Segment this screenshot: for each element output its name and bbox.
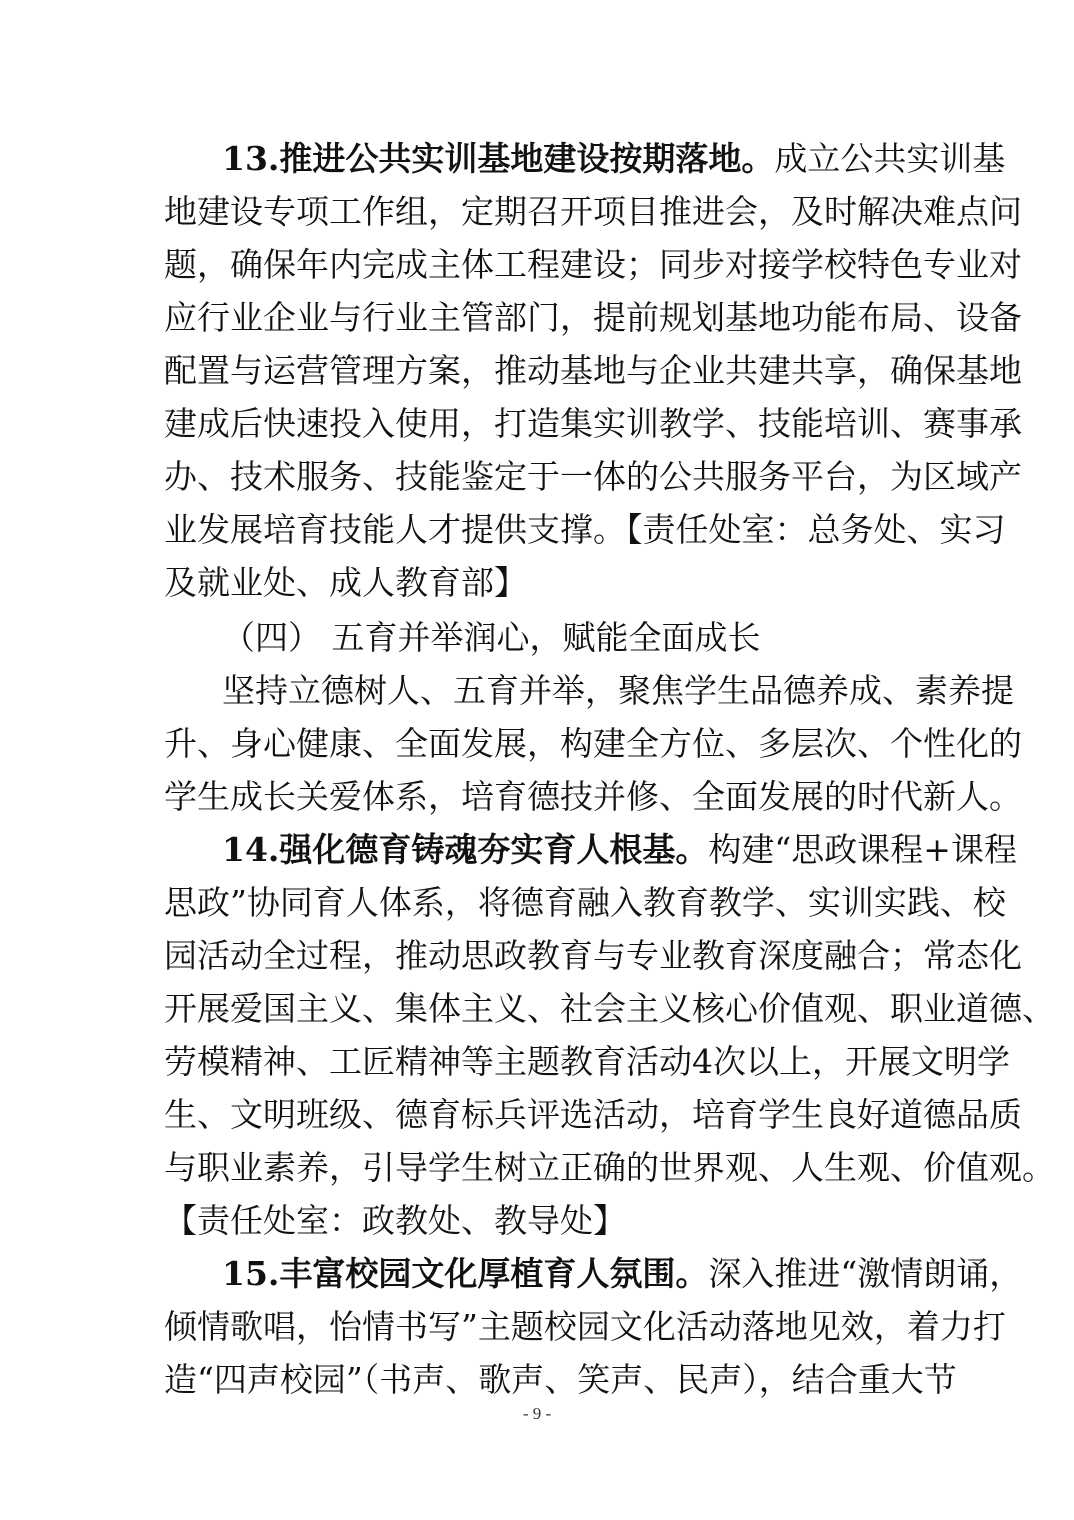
paragraph-15-heading: 15.丰富校园文化厚植育人氛围。 bbox=[222, 1254, 709, 1293]
paragraph-14-first-line-text: 构建“思政课程+课程 bbox=[708, 830, 1017, 869]
paragraph-14-line-3: 园活动全过程，推动思政教育与专业教育深度融合；常态化 bbox=[164, 936, 1022, 975]
paragraph-14-line-2: 思政”协同育人体系，将德育融入教育教学、实训实践、校 bbox=[164, 883, 1006, 922]
paragraph-13-line-3: 题，确保年内完成主体工程建设；同步对接学校特色专业对 bbox=[164, 245, 1022, 284]
section-4-line-2: 升、身心健康、全面发展，构建全方位、多层次、个性化的 bbox=[164, 724, 1022, 763]
paragraph-14-line-7: 与职业素养，引导学生树立正确的世界观、人生观、价值观。 bbox=[164, 1148, 1055, 1187]
paragraph-13-heading: 13.推进公共实训基地建设按期落地。 bbox=[222, 139, 775, 178]
paragraph-14-line-6: 生、文明班级、德育标兵评选活动，培育学生良好道德品质 bbox=[164, 1095, 1022, 1134]
paragraph-13-line-5: 配置与运营管理方案，推动基地与企业共建共享，确保基地 bbox=[164, 351, 1022, 390]
section-4-line-1: 坚持立德树人、五育并举，聚焦学生品德养成、素养提 bbox=[222, 671, 1014, 710]
paragraph-15-line-3: 造“四声校园”（书声、歌声、笑声、民声），结合重大节 bbox=[164, 1360, 957, 1399]
paragraph-15-line-2: 倾情歌唱，怡情书写”主题校园文化活动落地见效，着力打 bbox=[164, 1307, 1006, 1346]
paragraph-14-heading: 14.强化德育铸魂夯实育人根基。 bbox=[222, 830, 709, 869]
paragraph-15-first-line-text: 深入推进“激情朗诵， bbox=[708, 1254, 1023, 1293]
paragraph-13-line-9: 及就业处、成人教育部】 bbox=[164, 563, 527, 602]
section-4-heading: （四） 五育并举润心，赋能全面成长 bbox=[222, 618, 761, 657]
paragraph-13-line-6: 建成后快速投入使用，打造集实训教学、技能培训、赛事承 bbox=[164, 404, 1022, 443]
paragraph-13-line-4: 应行业企业与行业主管部门，提前规划基地功能布局、设备 bbox=[164, 298, 1022, 337]
paragraph-14-line-5: 劳模精神、工匠精神等主题教育活动4次以上，开展文明学 bbox=[164, 1042, 1010, 1081]
paragraph-14-line-8: 【责任处室：政教处、教导处】 bbox=[164, 1201, 626, 1240]
paragraph-15-line-1 bbox=[222, 1248, 1023, 1300]
paragraph-14-line-4: 开展爱国主义、集体主义、社会主义核心价值观、职业道德、 bbox=[164, 989, 1055, 1028]
section-4-line-3: 学生成长关爱体系，培育德技并修、全面发展的时代新人。 bbox=[164, 777, 1022, 816]
paragraph-13-line-2: 地建设专项工作组，定期召开项目推进会，及时解决难点问 bbox=[164, 192, 1022, 231]
paragraph-13-line-7: 办、技术服务、技能鉴定于一体的公共服务平台，为区域产 bbox=[164, 457, 1022, 496]
paragraph-13-first-line-text: 成立公共实训基 bbox=[774, 139, 1006, 178]
paragraph-13-line-8: 业发展培育技能人才提供支撑。【责任处室：总务处、实习 bbox=[164, 510, 1006, 549]
page-number: - 9 - bbox=[522, 1404, 552, 1423]
paragraph-14-line-1 bbox=[222, 824, 1017, 876]
paragraph-13-line-1 bbox=[222, 133, 1006, 185]
